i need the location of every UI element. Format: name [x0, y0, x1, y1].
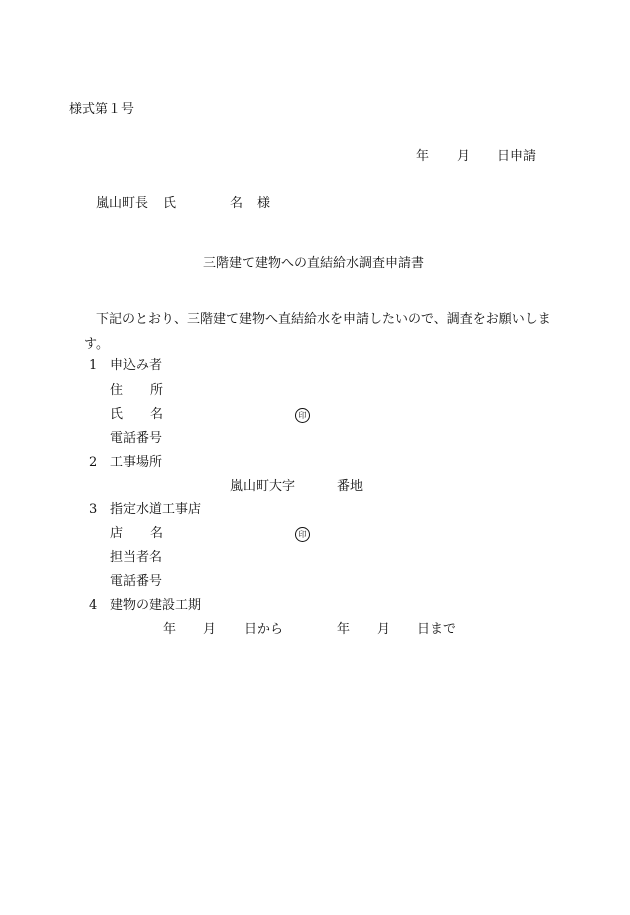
period-to-year-label: 年 — [337, 622, 351, 637]
applicant-address-label-1: 住 — [110, 383, 124, 398]
person-in-charge-label: 担当者名 — [110, 550, 163, 565]
store-phone-label: 電話番号 — [110, 574, 163, 589]
section-4-label: 建物の建設工期 — [110, 598, 202, 613]
date-day-applied-label: 日申請 — [497, 149, 537, 164]
construction-place-label: 嵐山町大字 — [230, 479, 296, 494]
period-from-month-label: 月 — [203, 622, 217, 637]
applicant-name-label-1: 氏 — [110, 407, 124, 422]
addressee-office: 嵐山町長 — [96, 196, 149, 211]
date-year-label: 年 — [416, 149, 430, 164]
section-4-number: 4 — [89, 598, 98, 613]
date-month-label: 月 — [457, 149, 471, 164]
section-1-number: 1 — [89, 358, 98, 373]
period-to-day-label: 日まで — [417, 622, 457, 637]
period-to-month-label: 月 — [377, 622, 391, 637]
addressee-honorific: 様 — [257, 196, 271, 211]
period-from-year-label: 年 — [163, 622, 177, 637]
addressee-name-label-1: 氏 — [163, 196, 177, 211]
document-title: 三階建て建物への直結給水調査申請書 — [203, 256, 425, 271]
section-2-label: 工事場所 — [110, 455, 163, 470]
form-number: 様式第１号 — [69, 102, 135, 117]
section-3-label: 指定水道工事店 — [110, 502, 202, 517]
applicant-seal-mark: 印 — [295, 408, 310, 423]
period-from-day-label: 日から — [244, 622, 284, 637]
section-3-number: 3 — [89, 502, 98, 517]
section-2-number: 2 — [89, 455, 98, 470]
store-name-label-1: 店 — [110, 526, 124, 541]
body-line-2: す。 — [84, 337, 109, 352]
construction-lot-label: 番地 — [337, 479, 364, 494]
applicant-address-label-2: 所 — [150, 383, 164, 398]
applicant-name-label-2: 名 — [150, 407, 164, 422]
body-line-1: 下記のとおり、三階建て建物へ直結給水を申請したいので、調査をお願いしま — [96, 312, 551, 327]
section-1-label: 申込み者 — [110, 358, 163, 373]
store-seal-mark: 印 — [295, 527, 310, 542]
applicant-phone-label: 電話番号 — [110, 431, 163, 446]
store-name-label-2: 名 — [150, 526, 164, 541]
addressee-name-label-2: 名 — [230, 196, 244, 211]
